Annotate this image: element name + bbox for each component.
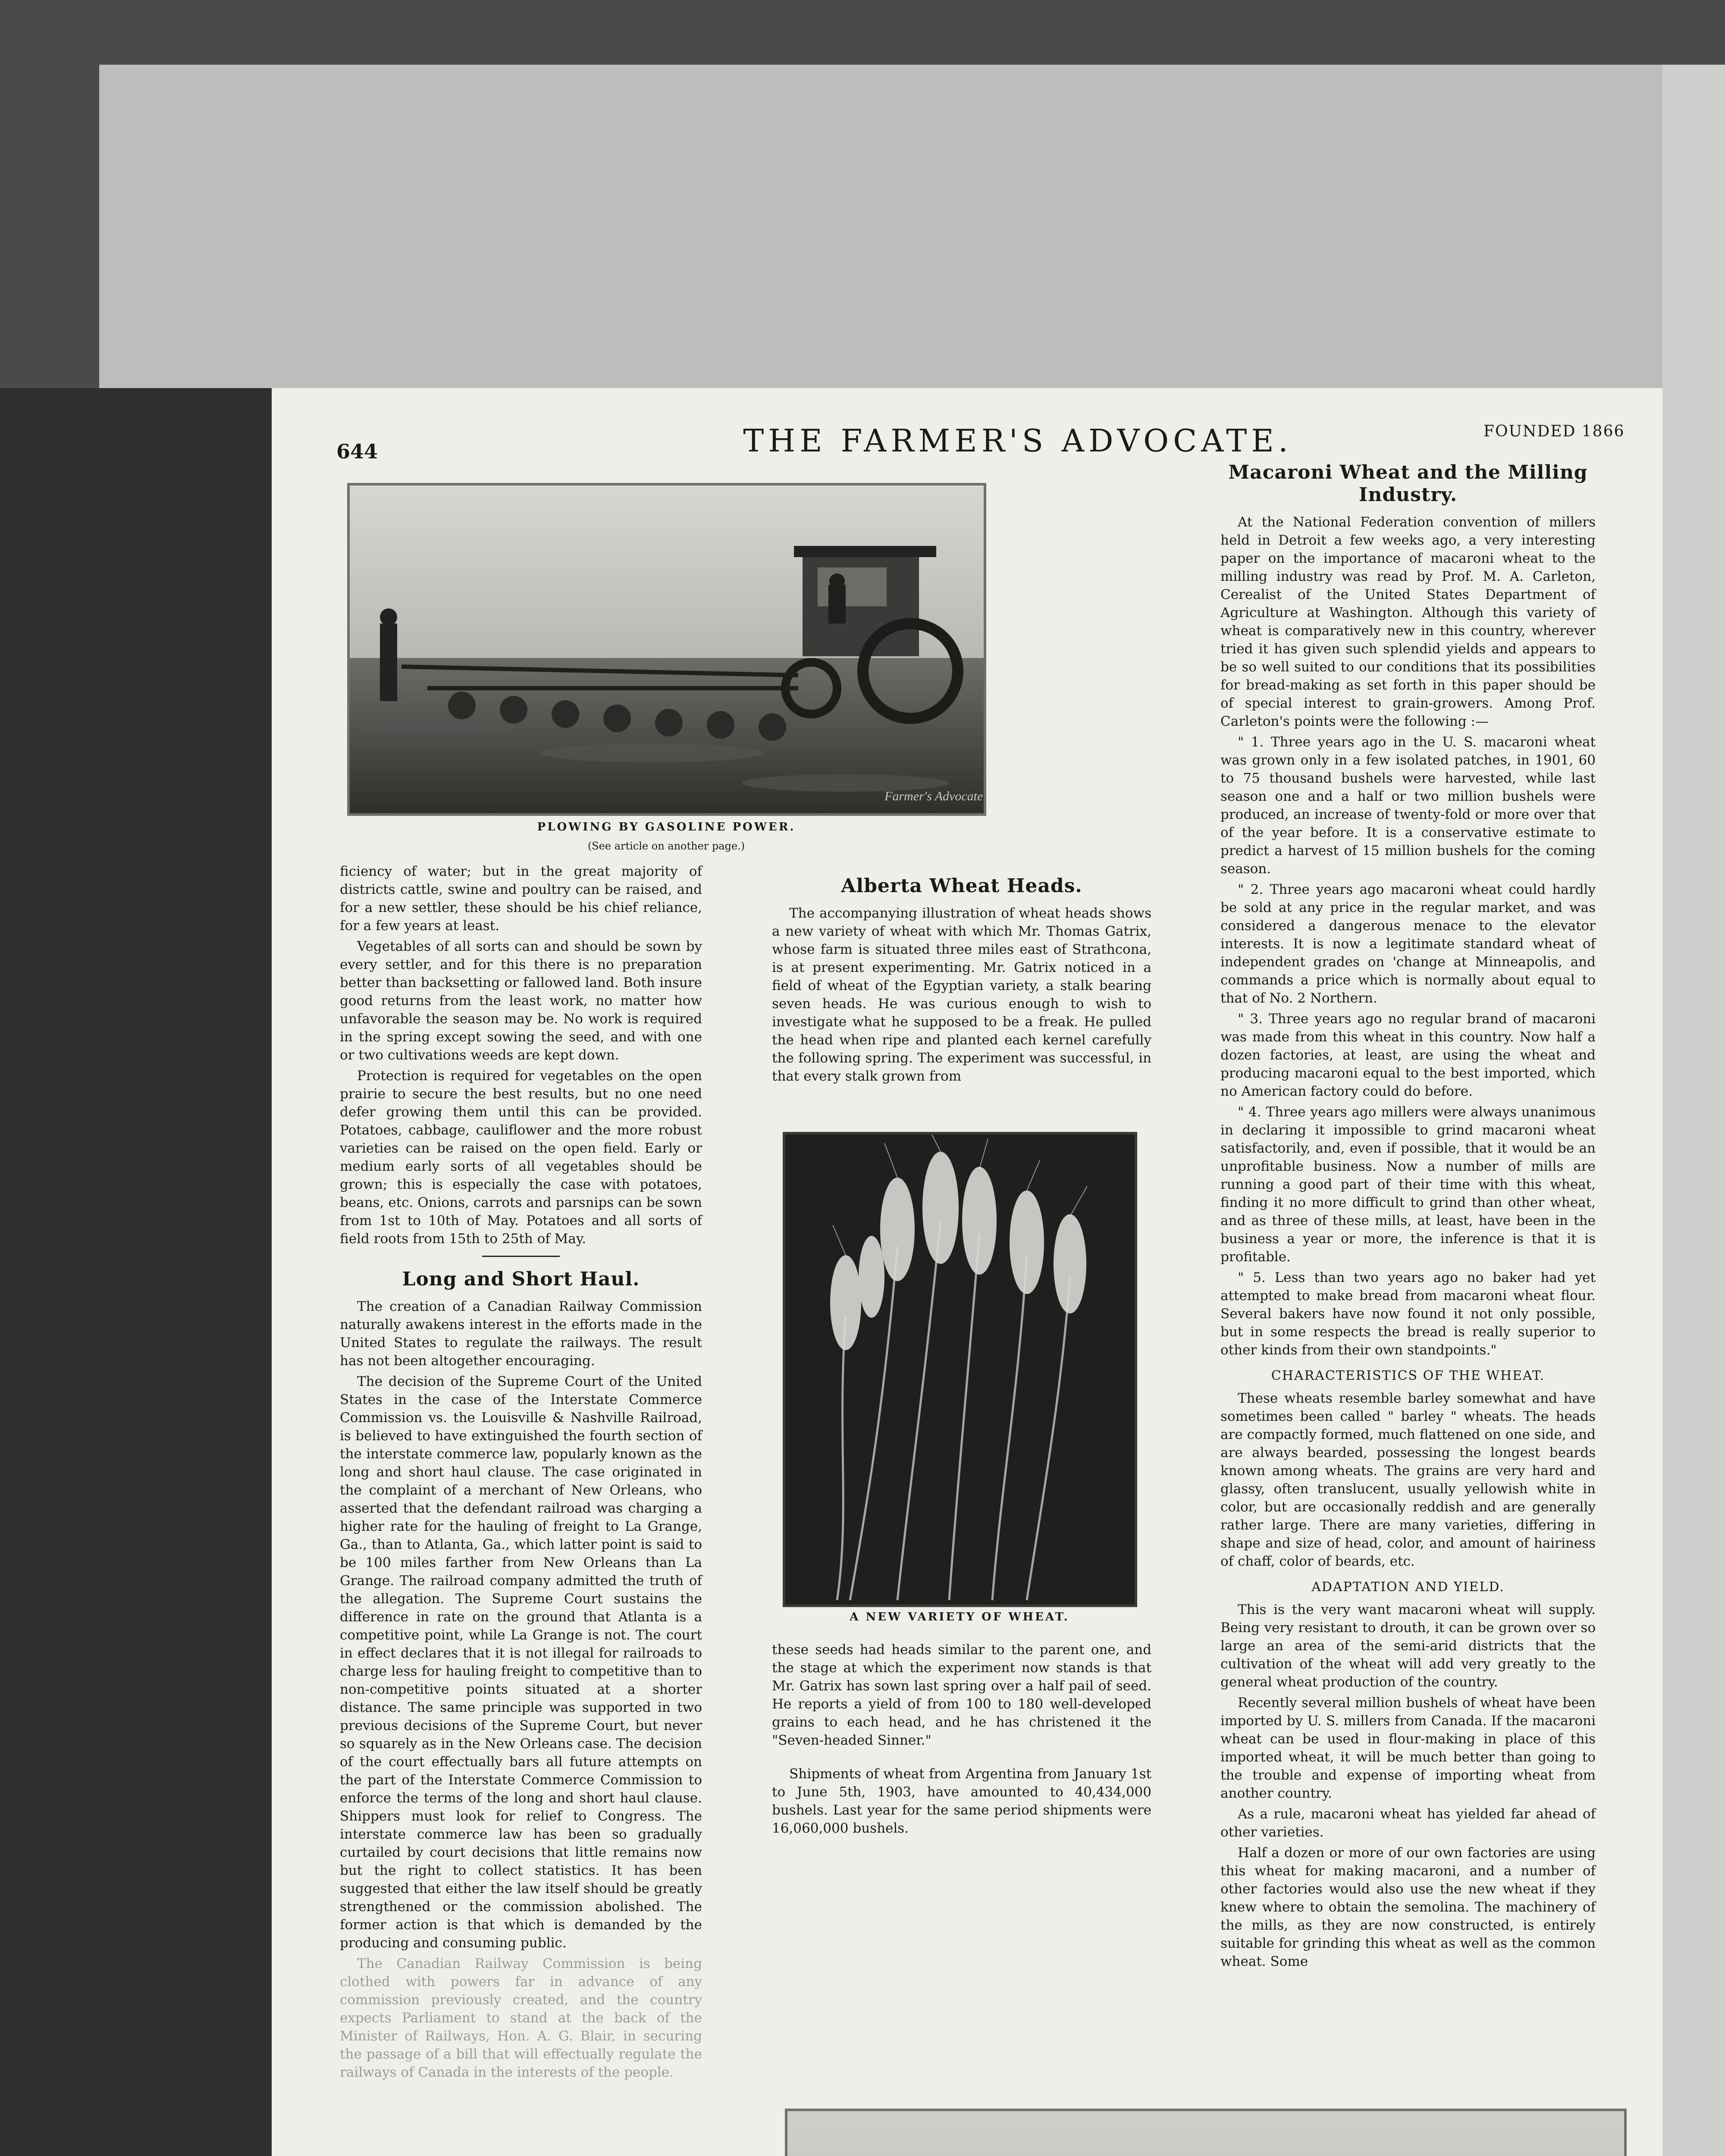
section-divider xyxy=(482,1256,560,1257)
column-1 xyxy=(340,862,702,2084)
col3-paragraph: " 5. Less than two years ago no baker had yet attempted to make bread from macaroni wheat flour. Several bakers have now found it not only possible, but in some respects the bread is really superior to other kinds from their own standpoints." xyxy=(1220,1270,1596,1358)
col3-paragraph: " 3. Three years ago no regular brand of macaroni was made from this wheat in this country. Now half a dozen factories, at least, are using the wheat and producing macaroni equal to the best imported, which no American factory could do before. xyxy=(1220,1011,1596,1099)
founded-note: FOUNDED 1866 xyxy=(1484,423,1625,440)
col3-paragraph: These wheats resemble barley somewhat and have sometimes been called " barley " wheats. The heads are compactly formed, much flattened on one side, and are always bearded, possessing the longest beards known among wheats. The grains are very hard and glassy, often translucent, usually yellowish white in color, but are occasionally reddish and are generally rather large. There are many varieties, differing in shape and size of head, color, and amount of hairiness of chaff, color of beards, etc. xyxy=(1220,1391,1596,1569)
col1-paragraph: The creation of a Canadian Railway Commission naturally awakens interest in the efforts made in the United States to regulate the railways. The result has not been altogether encouraging. xyxy=(340,1299,702,1369)
col3-paragraph: " 1. Three years ago in the U. S. macaroni wheat was grown only in a few isolated patches, in 1901, 60 to 75 thousand bushels were harvested, while last season one and a half or two million bushels were produced, an increase of twenty-fold or more over that of the year before. It is a conservative estimate to predict a harvest of 15 million bushels for the coming season. xyxy=(1220,734,1596,877)
column-2 xyxy=(772,869,1151,1088)
farm-illustration xyxy=(787,2111,1624,2156)
wheat-photo xyxy=(783,1132,1137,1607)
plowing-caption: PLOWING BY GASOLINE POWER. xyxy=(537,821,796,834)
col3-paragraph: At the National Federation convention of millers held in Detroit a few weeks ago, a very interesting paper on the importance of macaroni wheat to the milling industry was read by Prof. M. A. Carleton, Cerealist of the United States Department of Agriculture at Washington. Although this variety of wheat is comparatively new in this country, wherever tried it has given such splendid yields and appears to be so well suited to our conditions that its possibilities for bread-making as set forth in this paper should be of special interest to grain-growers. Among Prof. Carleton's points were the following :— xyxy=(1220,514,1596,729)
masthead: THE FARMER'S ADVOCATE. xyxy=(743,423,1292,459)
long-short-haul-heading: Long and Short Haul. xyxy=(402,1268,640,1290)
col1-paragraph: Protection is required for vegetables on the open prairie to secure the best results, but no one need defer growing them until this can be provided. Potatoes, cabbage, cauliflower and the more robust varieties can be raised on the open field. Early or medium early sorts of all vegetables should be grown; this is especially the case with potatoes, beans, etc. Onions, carrots and parsnips can be sown from 1st to 10th of May. Potatoes and all sorts of field roots from 15th to 25th of May. xyxy=(340,1068,702,1247)
wheat-caption: A NEW VARIETY OF WHEAT. xyxy=(850,1611,1070,1623)
col1-paragraph: Vegetables of all sorts can and should be sown by every settler, and for this there is no preparation better than backsetting or fallowed land. Both insure good returns from the least work, no matter how unfavorable the season may be. No work is required in the spring except sowing the seed, and with one or two cultivations weeds are kept down. xyxy=(340,939,702,1063)
photo-watermark: Farmer's Advocate xyxy=(884,789,983,803)
col2-paragraph: The accompanying illustration of wheat heads shows a new variety of wheat with which Mr. Thomas Gatrix, whose farm is situated three miles east of Strathcona, is at present experimenting. Mr. Gatrix noticed in a field of wheat of the Egyptian variety, a stalk bearing seven heads. He was curious enough to wish to investigate what he supposed to be a freak. He pulled the head when ripe and planted each kernel carefully the following spring. The experiment was successful, in that every stalk grown from xyxy=(772,906,1151,1084)
col3-paragraph: " 4. Three years ago millers were always unanimous in declaring it impossible to grind macaroni wheat satisfactorily, and, even if possible, that it would be an unprofitable business. Now a number of mills are running a good part of their time with this wheat, finding it no more difficult to grind than other wheat, and as three of these mills, at least, have been in the business a year or more, the inference is that it is profitable. xyxy=(1220,1104,1596,1265)
previous-page-edge xyxy=(99,65,1669,388)
macaroni-wheat-heading: Macaroni Wheat and the Milling Industry. xyxy=(1228,461,1588,506)
col3-paragraph: Recently several million bushels of wheat have been imported by U. S. millers from Canada. If the macaroni wheat can be used in flour-making in place of this imported wheat, it will be much better than going to the trouble and expense of importing wheat from another country. xyxy=(1220,1695,1596,1801)
characteristics-subheading: CHARACTERISTICS OF THE WHEAT. xyxy=(1271,1368,1545,1383)
col1-paragraph: The decision of the Supreme Court of the United States in the case of the Interstate Commerce Commission vs. the Louisville & Nashville Railroad, is believed to have extinguished the fourth section of the interstate commerce law, popularly known as the long and short haul clause. The case originated in the complaint of a merchant of New Orleans, who asserted that the defendant railroad was charging a higher rate for the hauling of freight to La Grange, Ga., than to Atlanta, Ga., which latter point is said to be 100 miles farther from New Orleans than La Grange. The railroad company admitted the truth of the allegation. The Supreme Court sustains the difference in rate on the ground that Atlanta is a competitive point, while La Grange is not. The court in effect declares that it is not illegal for railroads to charge less for hauling freight to competitive than to non-competitive points situated at a shorter distance. The same principle was supported in two previous decisions of the Supreme Court, but never so squarely as in the New Orleans case. The decision of the court effectually bars all future attempts on the part of the Interstate Commerce Commission to enforce the terms of the long and short haul clause. Shippers must look for relief to Congress. The interstate commerce law has been so gradually curtailed by court decisions that little remains now but the right to collect statistics. It has been suggested that either the law itself should be greatly strengthened or the commission abolished. The former action is that which is demanded by the producing and consuming public. xyxy=(340,1374,702,1951)
col3-paragraph: " 2. Three years ago macaroni wheat could hardly be sold at any price in the regular market, and was considered a dangerous menace to the elevator interests. It is now a legitimate standard wheat of independent grades on 'change at Minneapolis, and commands a price which is normally about equal to that of No. 2 Northern. xyxy=(1220,882,1596,1006)
page-number: 644 xyxy=(336,440,378,463)
scan-backdrop-right xyxy=(1662,65,1725,2156)
col2-paragraph: Shipments of wheat from Argentina from January 1st to June 5th, 1903, have amounted to 40,434,000 bushels. Last year for the same period shipments were 16,060,000 bushels. xyxy=(772,1766,1151,1836)
alberta-wheat-heading: Alberta Wheat Heads. xyxy=(841,875,1082,897)
col2-paragraph: these seeds had heads similar to the parent one, and the stage at which the experiment now stands is that Mr. Gatrix has sown last spring over a half pail of seed. He reports a yield of from 100 to 180 well-developed grains to each head, and he has christened it the "Seven-headed Sinner." xyxy=(772,1642,1151,1748)
column-3 xyxy=(1220,461,1596,1973)
column-2-continued xyxy=(772,1641,1151,1840)
col3-paragraph: Half a dozen or more of our own factories are using this wheat for making macaroni, and a number of other factories would also use the new wheat if they knew where to obtain the semolina. The machinery of the mills, as they are now constructed, is entirely suitable for grinding this wheat as well as the common wheat. Some xyxy=(1220,1845,1596,1969)
col1-paragraph-faded: The Canadian Railway Commission is being clothed with powers far in advance of any commission previously created, and the country expects Parliament to stand at the back of the Minister of Railways, Hon. A. G. Blair, in securing the passage of a bill that will effectually regulate the railways of Canada in the interests of the people. xyxy=(340,1956,702,2080)
farm-photo xyxy=(785,2109,1627,2156)
scan-backdrop-left xyxy=(0,388,272,2156)
plowing-subcaption: (See article on another page.) xyxy=(587,840,745,852)
newspaper-page xyxy=(272,388,1662,2156)
col3-paragraph: This is the very want macaroni wheat will supply. Being very resistant to drouth, it can be grown over so large an area of the semi-arid districts that the cultivation of the wheat will add very greatly to the general wheat production of the country. xyxy=(1220,1602,1596,1690)
col1-paragraph: ficiency of water; but in the great majority of districts cattle, swine and poultry can be raised, and for a new settler, these should be his chief reliance, for a few years at least. xyxy=(340,864,702,934)
adaptation-subheading: ADAPTATION AND YIELD. xyxy=(1311,1579,1505,1595)
plowing-illustration xyxy=(350,486,984,813)
wheat-illustration xyxy=(785,1134,1135,1604)
col3-paragraph: As a rule, macaroni wheat has yielded far ahead of other varieties. xyxy=(1220,1806,1596,1840)
plowing-photo xyxy=(347,483,986,816)
